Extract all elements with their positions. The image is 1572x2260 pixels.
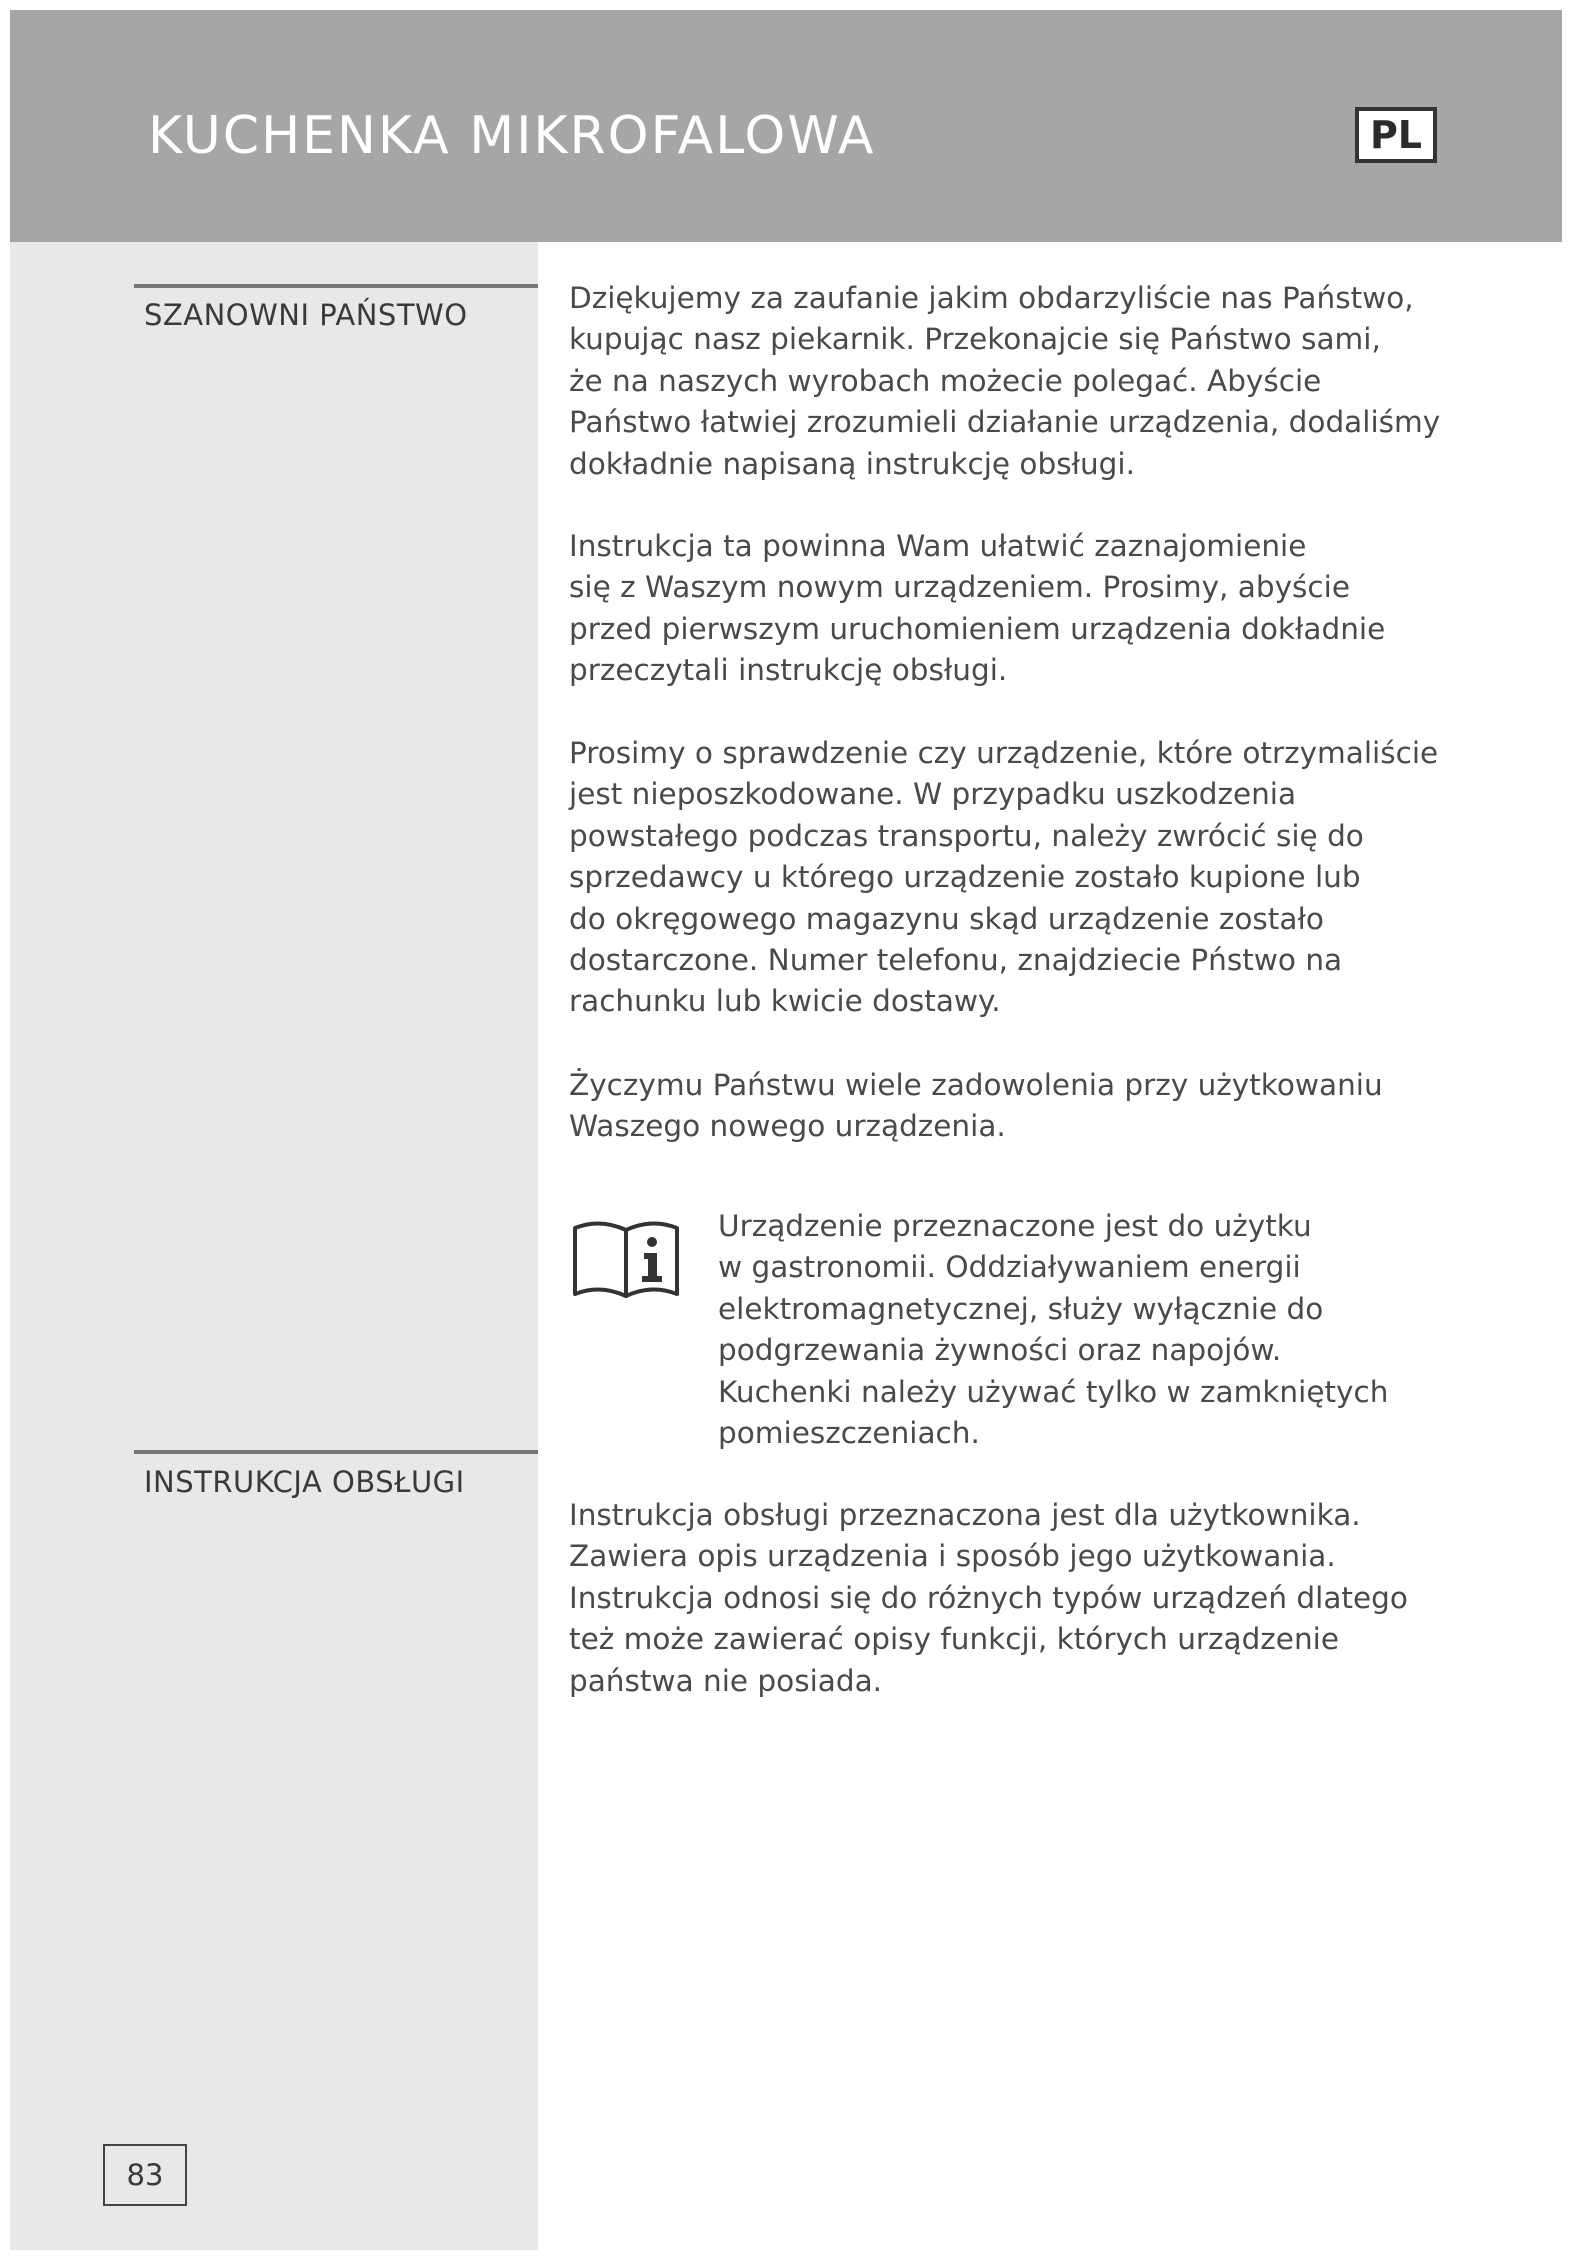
inspection-paragraph: [569, 733, 1509, 1023]
intro-paragraph: [569, 278, 1509, 485]
text-line: Prosimy o sprawdzenie czy urządzenie, które otrzymaliście: [569, 736, 1439, 770]
text-line: Państwo łatwiej zrozumieli działanie urządzenia, dodaliśmy: [569, 405, 1441, 440]
text-line: Instrukcja obsługi przeznaczona jest dla użytkownika.: [569, 1498, 1361, 1532]
section-title-szanowni-panstwo: SZANOWNI PAŃSTWO: [144, 298, 468, 332]
text-line: pomieszczeniach.: [718, 1416, 980, 1451]
text-line: Urządzenie przeznaczone jest do użytku: [718, 1209, 1312, 1243]
text-line: Zawiera opis urządzenia i sposób jego użytkowania.: [569, 1539, 1336, 1574]
text-line: elektromagnetycznej, służy wyłącznie do: [718, 1291, 1324, 1326]
wishes-paragraph: [569, 1065, 1509, 1148]
text-line: w gastronomii. Oddziaływaniem energii: [718, 1250, 1301, 1285]
text-line: przed pierwszym uruchomieniem urządzenia dokładnie: [569, 611, 1386, 646]
text-line: do okręgowego magazynu skąd urządzenie zostało: [569, 901, 1324, 936]
document-title: KUCHENKA MIKROFALOWA: [148, 106, 876, 166]
document-page: [10, 10, 1562, 2250]
text-line: Kuchenki należy używać tylko w zamkniętych: [718, 1374, 1389, 1409]
text-line: podgrzewania żywności oraz napojów.: [718, 1333, 1282, 1368]
text-line: jest nieposzkodowane. W przypadku uszkodzenia: [569, 777, 1297, 812]
left-sidebar: [10, 242, 538, 2250]
usage-info-note: [718, 1206, 1518, 1454]
text-line: Życzymu Państwu wiele zadowolenia przy użytkowaniu: [569, 1068, 1383, 1102]
text-line: powstałego podczas transportu, należy zwrócić się do: [569, 818, 1364, 853]
text-line: dostarczone. Numer telefonu, znajdziecie Pństwo na: [569, 943, 1343, 978]
text-line: Waszego nowego urządzenia.: [569, 1109, 1006, 1144]
text-line: Instrukcja ta powinna Wam ułatwić zaznajomienie: [569, 529, 1307, 563]
page-number: 83: [103, 2144, 187, 2206]
text-line: też może zawierać opisy funkcji, których urządzenie: [569, 1622, 1339, 1657]
text-line: sprzedawcy u którego urządzenie zostało kupione lub: [569, 860, 1361, 895]
text-line: że na naszych wyrobach możecie polegać. Abyście: [569, 363, 1322, 398]
section-title-instrukcja-obslugi: INSTRUKCJA OBSŁUGI: [144, 1465, 465, 1499]
manual-scope-paragraph: [569, 1495, 1509, 1702]
page-header: [10, 10, 1562, 242]
section-divider: [134, 1450, 538, 1454]
text-line: państwa nie posiada.: [569, 1663, 883, 1698]
language-badge: PL: [1355, 107, 1437, 163]
text-line: się z Waszym nowym urządzeniem. Prosimy, abyście: [569, 570, 1350, 605]
text-line: Instrukcja odnosi się do różnych typów urządzeń dlatego: [569, 1580, 1408, 1615]
manual-info-icon: [572, 1216, 680, 1300]
section-divider: [134, 284, 538, 288]
text-line: kupując nasz piekarnik. Przekonajcie się Państwo sami,: [569, 322, 1381, 357]
text-line: dokładnie napisaną instrukcję obsługi.: [569, 446, 1135, 481]
text-line: przeczytali instrukcję obsługi.: [569, 653, 1008, 688]
text-line: rachunku lub kwicie dostawy.: [569, 984, 1001, 1019]
text-line: Dziękujemy za zaufanie jakim obdarzyliście nas Państwo,: [569, 281, 1414, 315]
instructions-paragraph: [569, 526, 1509, 692]
